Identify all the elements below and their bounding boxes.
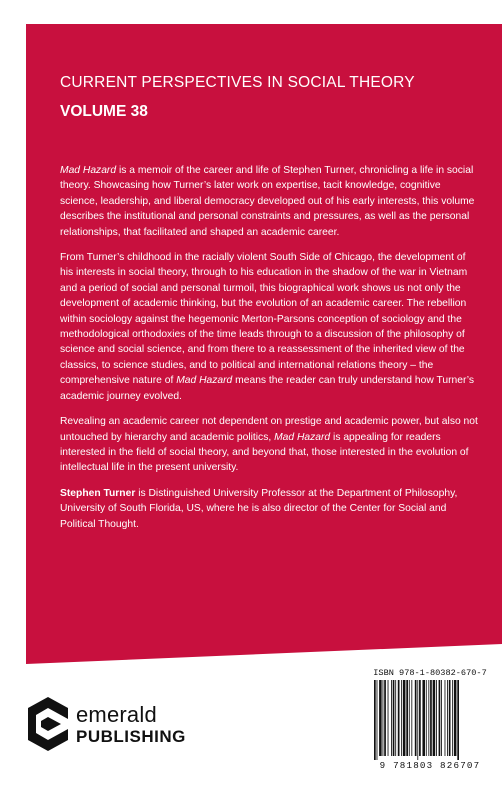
paragraph-text: is a memoir of the career and life of Stephen Turner, chronicling a life in social theory. Showcasing how Turner’s later work on expertise, tacit knowledge, cognitive science, leadership, and liberal democracy developed out of his early interests, this volume describes the institutional and personal constraints and pressures, as well as the personal relationships, that facilitated and shaped an academic career. [60, 165, 475, 238]
blurb-paragraph-1 [60, 163, 480, 240]
book-title-italic: Mad Hazard [60, 165, 117, 176]
blurb-paragraph-3 [60, 414, 480, 476]
author-name: Stephen Turner [60, 487, 136, 499]
author-bio-text: is Distinguished University Professor at the Department of Philosophy, University of South Florida, US, where he is also director of the Center for Social and Political Thought. [60, 487, 458, 530]
author-bio [60, 486, 480, 532]
publisher-name: emerald [76, 702, 157, 727]
barcode-area [366, 666, 494, 774]
blurb [60, 163, 480, 542]
series-title: CURRENT PERSPECTIVES IN SOCIAL THEORY [60, 74, 415, 91]
publisher-subname: PUBLISHING [76, 727, 186, 746]
paragraph-text: Revealing an academic career not dependent on prestige and academic power, but also not untouched by hierarchy and academic politics, [60, 416, 478, 443]
paragraph-text: means the reader can truly understand how Turner’s academic journey evolved. [60, 375, 475, 402]
volume-number: VOLUME 38 [60, 103, 148, 120]
paragraph-text: From Turner’s childhood in the racially violent South Side of Chicago, the development of his interests in social theory, through to his education in the shadow of the war in Vietnam and a period of social and personal turmoil, this biographical work shows us not only the development of academic thinking, but the evolution of an academic career. The rebellion within sociology against the hegemonic Merton-Parsons conception of sociology and the methodological orthodoxies of the time leads through to a discussion of the philosophy of science and social science, and from there to a reassessment of the inherited view of the classics, to science studies, and to political and international relations theory – the comprehensive nature of [60, 252, 468, 387]
publisher-logo [28, 697, 228, 751]
book-title-italic: Mad Hazard [176, 375, 233, 387]
book-title-italic: Mad Hazard [274, 431, 331, 443]
barcode-digits: 9 781803 826707 [379, 760, 481, 771]
emerald-logo-icon [28, 697, 68, 751]
paragraph-text: is appealing for readers interested in the field of social theory, and beyond that, those interested in the evolution of intellectual life in the present university. [60, 431, 469, 474]
isbn-label: ISBN 978-1-80382-670-7 [373, 668, 487, 678]
barcode-icon [370, 680, 490, 760]
blurb-paragraph-2 [60, 250, 480, 404]
